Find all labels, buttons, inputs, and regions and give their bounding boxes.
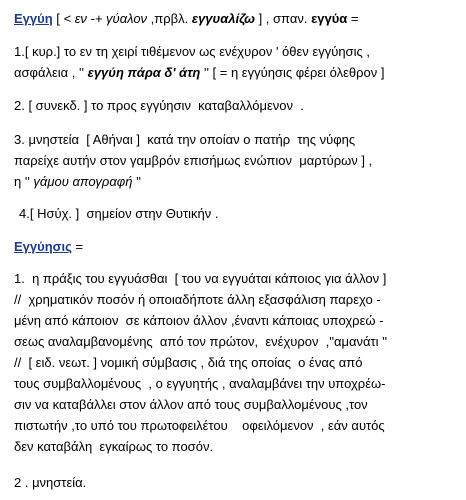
- sense-3-line-2: παρείχε αυτήν στον γαμβρόν επισήμως ενώπιον μαρτύρων ] ,: [14, 153, 373, 168]
- entry-header-line: Εγγύη [ < εν -+ γύαλον ,πρβλ. εγγυαλίζω ] , σπαν. εγγύα =: [14, 11, 359, 26]
- headword: Εγγύη: [14, 11, 53, 26]
- headword: Εγγύησις: [14, 239, 72, 254]
- entry-2-line-7: σιν να καταβάλλει στον άλλον από τους συμβαλλομένους ,τον: [14, 397, 368, 412]
- sense-1-line-1: 1.[ κυρ.] το εν τη χειρί τιθέμενον ως ενέχυρον ' όθεν εγγύησις ,: [14, 44, 370, 59]
- entry-2-line-8: πιστωτήν ,το υπό του πρωτοφειλέτου οφειλόμενον , εάν αυτός: [14, 418, 385, 433]
- entry-2-line-6: τους συμβαλλομένους , ο εγγυητής , αναλαμβάνει την υποχρέω-: [14, 376, 386, 391]
- entry-2-line-3: μένη από κάποιον σε κάποιον άλλον ,έναντι κάποιας υποχρεώ -: [14, 313, 384, 328]
- sense-3-line-1: 3. μνηστεία [ Αθήναι ] κατά την οποίαν ο πατήρ της νύφης: [14, 132, 356, 147]
- entry-2-line-2: // χρηματικόν ποσόν ή οποιαδήποτε άλλη εξασφάλιση παρεχο -: [14, 292, 381, 307]
- sense-1-line-2: ασφάλεια , '' εγγύη πάρα δ' άτη '' [ = η εγγύησις φέρει όλεθρον ]: [14, 65, 385, 80]
- sense-3-line-3: η '' γάμου απογραφή '': [14, 174, 142, 189]
- entry-2-line-9: δεν καταβάλη εγκαίρως το ποσόν.: [14, 439, 214, 454]
- entry-2-sense-2-line: 2 . μνηστεία.: [14, 475, 87, 490]
- entry-2-line-1: 1. η πράξις του εγγυάσθαι [ του να εγγυάται κάποιος για άλλον ]: [14, 271, 387, 286]
- sense-2-line: 2. [ συνεκδ. ] το προς εγγύησιν καταβαλλόμενον .: [14, 98, 304, 113]
- entry-2-line-5: // [ ειδ. νεωτ. ] νομική σύμβασις , διά της οποίας ο ένας από: [14, 355, 363, 370]
- entry-2-line-4: σεως αναλαμβανομένης από τον πρώτον, ενέχυρον ,"αμανάτι '': [14, 334, 388, 349]
- entry-2-header-line: Εγγύησις =: [14, 239, 84, 254]
- sense-4-line: 4.[ Ησύχ. ] σημείον στην Θυτικήν .: [19, 206, 219, 221]
